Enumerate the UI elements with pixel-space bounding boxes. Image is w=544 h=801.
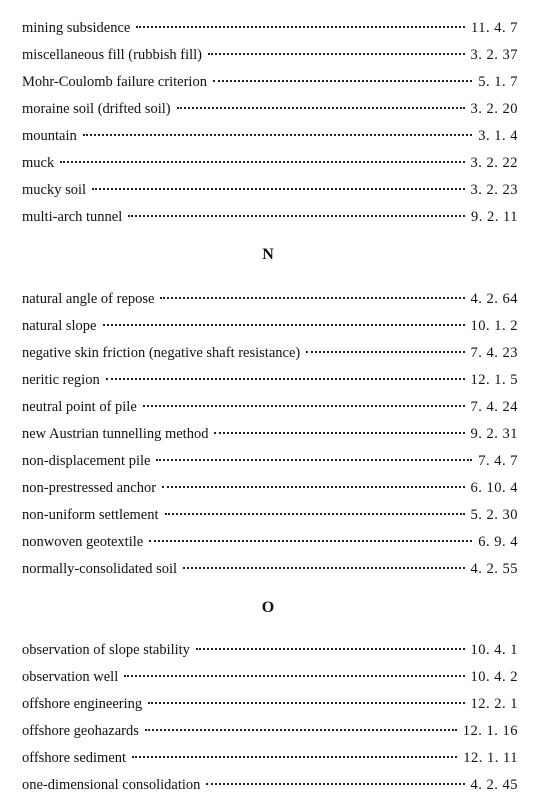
index-term: observation of slope stability xyxy=(22,642,190,658)
index-entry xyxy=(22,69,518,96)
index-term: miscellaneous fill (rubbish fill) xyxy=(22,47,203,63)
dot-leader xyxy=(177,107,465,109)
index-entry xyxy=(22,150,518,177)
index-entry xyxy=(22,745,518,772)
index-ref: 3. 2. 22 xyxy=(470,155,518,171)
index-ref: 12. 2. 1 xyxy=(470,696,518,712)
index-term: neritic region xyxy=(22,372,100,388)
index-term: neutral point of pile xyxy=(22,399,137,415)
index-entry xyxy=(22,340,518,367)
dot-leader xyxy=(306,351,464,353)
index-term: one-dimensional consolidation xyxy=(22,777,201,793)
index-ref: 3. 1. 4 xyxy=(478,128,518,144)
dot-leader xyxy=(214,432,464,434)
index-ref: 5. 1. 7 xyxy=(478,74,518,90)
index-term: offshore geohazards xyxy=(22,723,139,739)
index-entry xyxy=(22,204,518,231)
index-entry xyxy=(22,637,518,664)
index-ref: 7. 4. 7 xyxy=(478,453,518,469)
index-entry xyxy=(22,177,518,204)
index-term: normally-consolidated soil xyxy=(22,561,178,577)
index-ref: 10. 4. 2 xyxy=(470,669,518,685)
index-term: multi-arch tunnel xyxy=(22,209,123,225)
index-term: negative skin friction (negative shaft resistance) xyxy=(22,345,301,361)
dot-leader xyxy=(206,783,464,785)
index-ref: 3. 2. 23 xyxy=(470,182,518,198)
dot-leader xyxy=(103,324,465,326)
index-entry xyxy=(22,394,518,421)
index-term: natural angle of repose xyxy=(22,291,155,307)
index-entry xyxy=(22,718,518,745)
index-ref: 9. 2. 11 xyxy=(471,209,518,225)
dot-leader xyxy=(208,53,464,55)
index-term: Mohr-Coulomb failure criterion xyxy=(22,74,207,90)
index-ref: 3. 2. 37 xyxy=(470,47,518,63)
index-entry xyxy=(22,448,518,475)
index-entry xyxy=(22,475,518,502)
index-entry xyxy=(22,42,518,69)
index-entry xyxy=(22,529,518,556)
dot-leader xyxy=(124,675,464,677)
index-ref: 3. 2. 20 xyxy=(470,101,518,117)
index-ref: 7. 4. 23 xyxy=(470,345,518,361)
dot-leader xyxy=(106,378,465,380)
index-term: natural slope xyxy=(22,318,97,334)
dot-leader xyxy=(136,26,465,28)
dot-leader xyxy=(128,215,465,217)
index-ref: 10. 4. 1 xyxy=(470,642,518,658)
index-entry xyxy=(22,664,518,691)
index-entry xyxy=(22,556,518,583)
index-entry xyxy=(22,313,518,340)
index-term: non-displacement pile xyxy=(22,453,151,469)
dot-leader xyxy=(92,188,464,190)
index-entry xyxy=(22,15,518,42)
index-ref: 10. 1. 2 xyxy=(470,318,518,334)
index-term: mucky soil xyxy=(22,182,87,198)
dot-leader xyxy=(143,405,465,407)
dot-leader xyxy=(156,459,472,461)
index-ref: 12. 1. 5 xyxy=(470,372,518,388)
dot-leader xyxy=(160,297,464,299)
index-term: offshore engineering xyxy=(22,696,143,712)
index-entry xyxy=(22,367,518,394)
index-ref: 6. 10. 4 xyxy=(470,480,518,496)
dot-leader xyxy=(60,161,464,163)
index-term: mining subsidence xyxy=(22,20,131,36)
dot-leader xyxy=(132,756,457,758)
index-entry xyxy=(22,502,518,529)
index-ref: 5. 2. 30 xyxy=(470,507,518,523)
index-term: mountain xyxy=(22,128,77,144)
index-group-m xyxy=(22,15,518,231)
index-term: offshore sediment xyxy=(22,750,127,766)
dot-leader xyxy=(196,648,465,650)
index-group-o xyxy=(22,637,518,799)
dot-leader xyxy=(165,513,465,515)
dot-leader xyxy=(83,134,472,136)
dot-leader xyxy=(162,486,464,488)
index-ref: 12. 1. 16 xyxy=(462,723,518,739)
index-entry xyxy=(22,96,518,123)
index-entry xyxy=(22,772,518,799)
index-entry xyxy=(22,286,518,313)
dot-leader xyxy=(213,80,472,82)
index-entry xyxy=(22,123,518,150)
index-ref: 9. 2. 31 xyxy=(470,426,518,442)
dot-leader xyxy=(149,540,472,542)
index-ref: 12. 1. 11 xyxy=(463,750,518,766)
section-letter-o: O xyxy=(261,599,275,616)
index-ref: 4. 2. 64 xyxy=(470,291,518,307)
index-entry xyxy=(22,691,518,718)
index-ref: 11. 4. 7 xyxy=(471,20,518,36)
index-term: non-prestressed anchor xyxy=(22,480,157,496)
index-term: new Austrian tunnelling method xyxy=(22,426,209,442)
dot-leader xyxy=(145,729,457,731)
index-term: muck xyxy=(22,155,55,171)
index-entry xyxy=(22,421,518,448)
index-ref: 7. 4. 24 xyxy=(470,399,518,415)
dot-leader xyxy=(148,702,464,704)
index-term: non-uniform settlement xyxy=(22,507,159,523)
index-term: observation well xyxy=(22,669,119,685)
index-group-n xyxy=(22,286,518,583)
index-ref: 4. 2. 45 xyxy=(470,777,518,793)
index-term: moraine soil (drifted soil) xyxy=(22,101,171,117)
index-ref: 4. 2. 55 xyxy=(470,561,518,577)
index-term: nonwoven geotextile xyxy=(22,534,144,550)
index-ref: 6. 9. 4 xyxy=(478,534,518,550)
section-letter-n: N xyxy=(262,246,274,263)
dot-leader xyxy=(183,567,464,569)
